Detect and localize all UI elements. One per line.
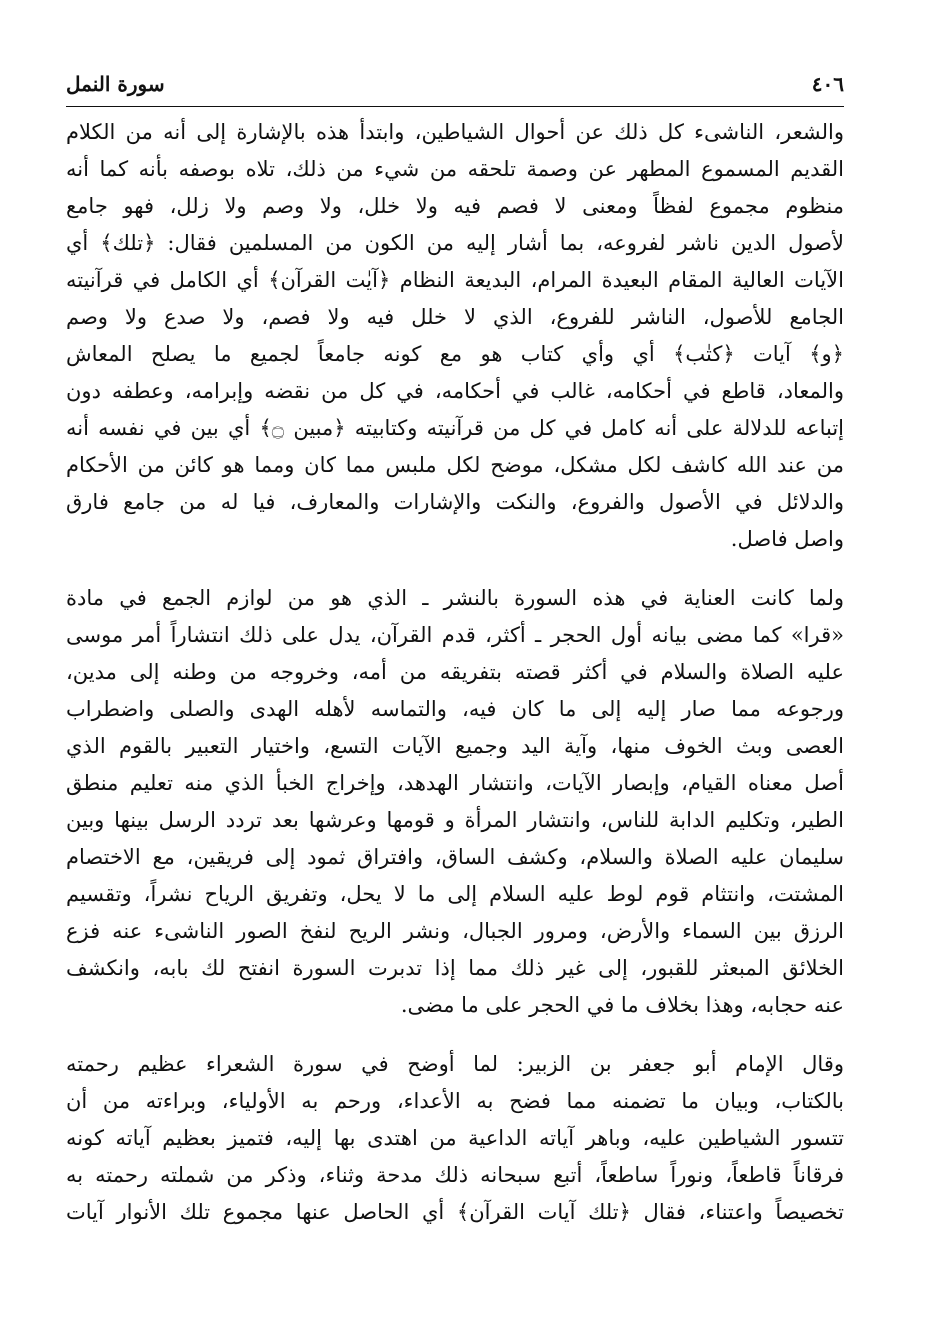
text-line: أصل معناه القيام، وإبصار الآيات، وانتشار الهدهد، وإخراج الخبأ الذي منه تعليم منطق — [66, 771, 844, 795]
text-line: «قرا» كما مضى بيانه أول الحجر ـ أكثر، قدم القرآن، يدل على ذلك انتشاراً أمر موسى — [66, 623, 844, 647]
text-line: الآيات العالية المقام البعيدة المرام، البديعة النظام ﴿آيٰت القرآن﴾ أي الكامل في قرآنيته — [66, 268, 844, 292]
text-line: عليه الصلاة والسلام في أكثر قصته بتفريقه من أمه، وخروجه من وطنه إلى مدين، — [66, 660, 844, 684]
text-line: لأصول الدين ناشر لفروعه، بما أشار إليه من الكون من المسلمين فقال: ﴿تلك﴾ أي — [66, 231, 844, 255]
text-line: فرقاناً قاطعاً، ونوراً ساطعاً، أتبع سبحانه ذلك مدحة وثناء، وذكر من شملته رحمته به — [66, 1163, 844, 1187]
text-line: إتباعه للدلالة على أنه كامل في كل من قرآنيته وكتابيته ﴿مبين ۝﴾ أي بين في نفسه أنه — [66, 416, 844, 440]
text-line: الخلائق المبعثر للقبور، إلى غير ذلك مما إذا تدبرت السورة انفتح لك بابه، وانكشف — [66, 956, 844, 980]
text-line: والمعاد، قاطع في أحكامه، غالب في أحكامه، في كل من نقضه وإبرامه، وعطفه دون — [66, 379, 844, 403]
text-line: تتسور الشياطين عليه، وباهر آياته الداعية من اهتدى بها إليه، فتميز بعظيم آياته كونه — [66, 1126, 844, 1150]
text-line: سليمان عليه الصلاة والسلام، وكشف الساق، وافتراق ثمود إلى فريقين، مع الاختصام — [66, 845, 844, 869]
paragraph-2 — [66, 580, 844, 1024]
text-line: بالكتاب، وبيان ما تضمنه مما فضح به الأعداء، ورحم به الأولياء، وبراءته من أن — [66, 1089, 844, 1113]
text-line: ورجوعه مما صار إليه إلى ما كان فيه، والتماسه لأهله الهدى والصلى واضطراب — [66, 697, 844, 721]
text-line: الجامع للأصول، الناشر للفروع، الذي لا خلل فيه ولا فصم، ولا صدع ولا وصم — [66, 305, 844, 329]
text-line: المشتت، وانتثام قوم لوط عليه السلام إلى ما لا يحل، وتفريق الرياح نشراً، وتقسيم — [66, 882, 844, 906]
text-line: القديم المسموع المطهر عن وصمة تلحقه من شيء من ذلك، تلاه بوصفه بأنه كما أنه — [66, 157, 844, 181]
paragraph-1 — [66, 114, 844, 558]
text-line: الطير، وتكليم الدابة للناس، وانتشار المرأة و قومها وعرشها بعد تردد الرسل بينها وبين — [66, 808, 844, 832]
text-line: الرزق بين السماء والأرض، ومرور الجبال، ونشر الريح لنفخ الصور الناشىء عنه فزع — [66, 919, 844, 943]
text-line: ﴿و﴾ آيات ﴿كتٰب﴾ أي وأي كتاب هو مع كونه جامعاً لجميع ما يصلح المعاش — [66, 342, 844, 366]
header-divider — [66, 106, 844, 107]
body-text — [66, 114, 844, 1231]
page-number: ٤٠٦ — [811, 72, 844, 96]
text-line: منظوم مجموع لفظاً ومعنى لا فصم فيه ولا خلل، ولا وصم ولا زلل، فهو جامع — [66, 194, 844, 218]
paragraph-spacer — [66, 558, 844, 580]
text-line: والدلائل في الأصول والفروع، والنكت والإشارات والمعارف، فيا له من جامع فارق — [66, 490, 844, 514]
paragraph-spacer — [66, 1024, 844, 1046]
text-line: والشعر، الناشىء كل ذلك عن أحوال الشياطين، وابتدأ هذه بالإشارة إلى أنه من الكلام — [66, 120, 844, 144]
paragraph-3 — [66, 1046, 844, 1231]
text-line: العصى وبث الخوف منها، وآية اليد وجميع الآيات التسع، واختيار التعبير بالقوم الذي — [66, 734, 844, 758]
text-line: واصل فاصل. — [730, 527, 844, 551]
text-line: تخصيصاً واعتناء، فقال ﴿تلك آيات القرآن﴾ أي الحاصل عنها مجموع تلك الأنوار آيات — [66, 1200, 844, 1224]
text-line: عنه حجابه، وهذا بخلاف ما في الحجر على ما مضى. — [400, 993, 844, 1017]
running-header — [66, 66, 844, 106]
text-line: ولما كانت العناية في هذه السورة بالنشر ـ الذي هو من لوازم الجمع في مادة — [66, 586, 844, 610]
text-line: وقال الإمام أبو جعفر بن الزبير: لما أوضح في سورة الشعراء عظيم رحمته — [66, 1052, 844, 1076]
surah-title: سورة النمل — [66, 72, 165, 96]
text-line: من عند الله كاشف لكل مشكل، موضح لكل ملبس مما كان ومما هو كائن من الأحكام — [66, 453, 844, 477]
